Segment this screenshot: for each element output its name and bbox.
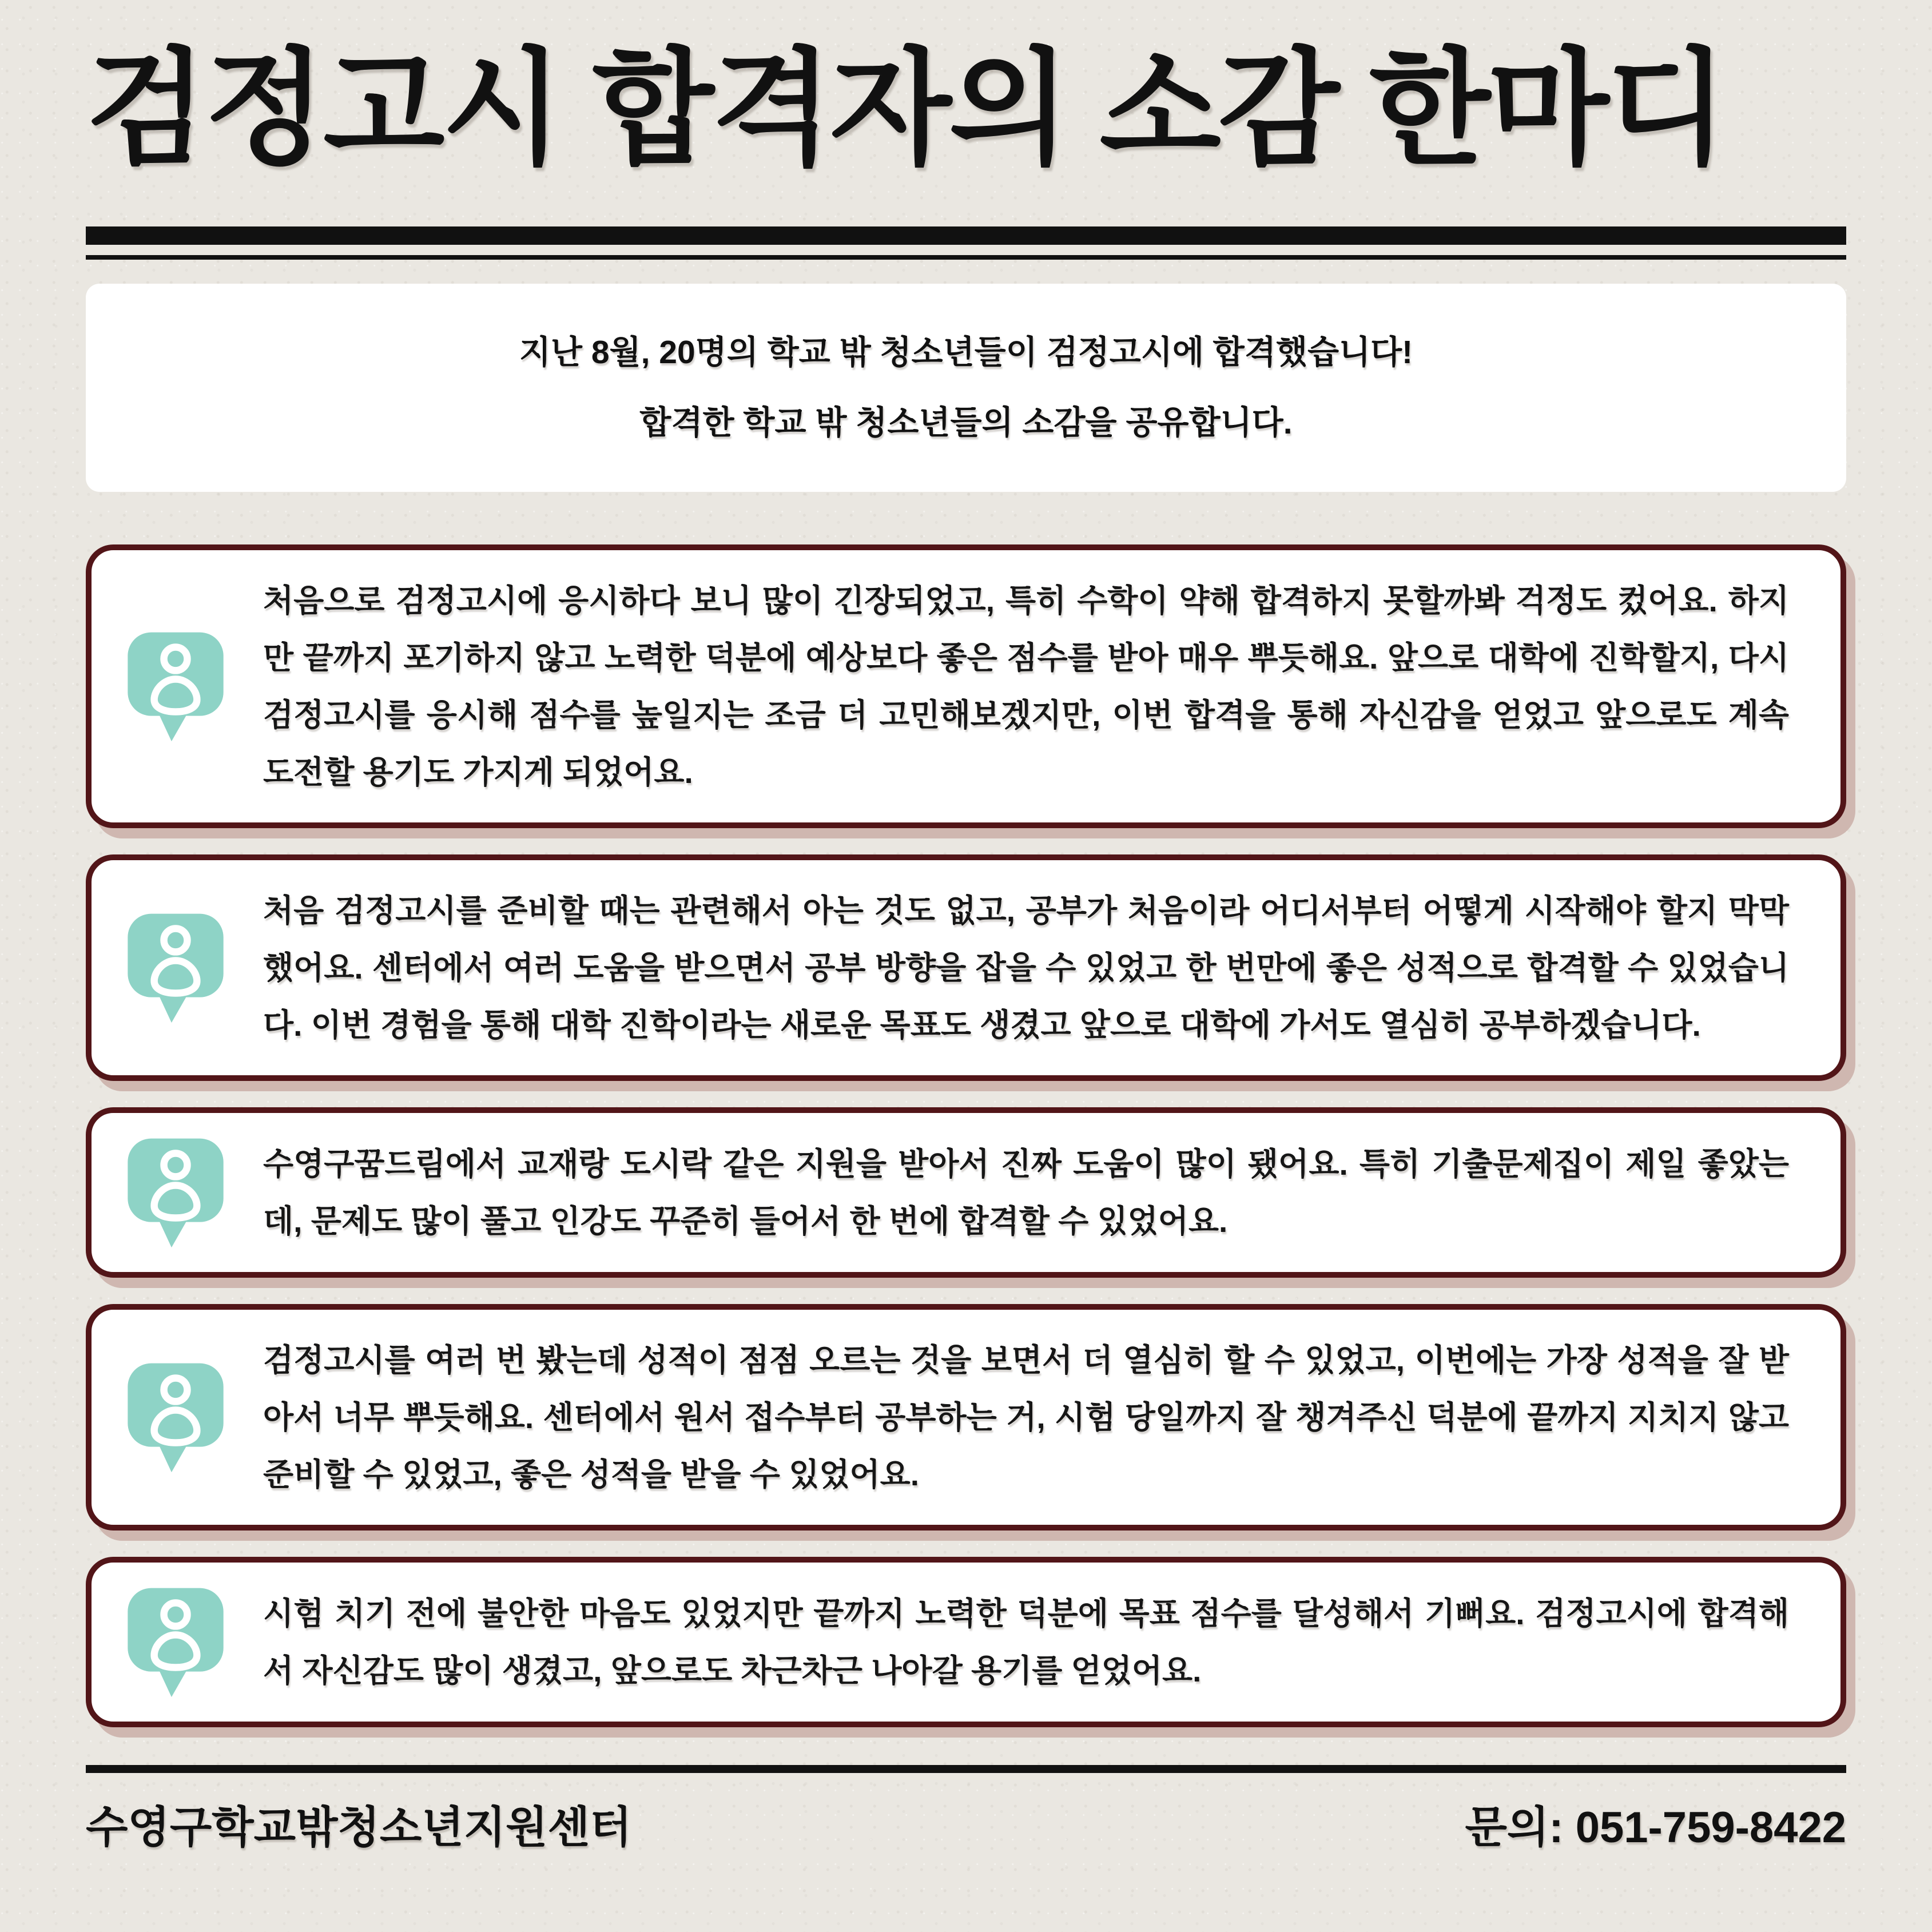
testimonial-text: 시험 치기 전에 불안한 마음도 있었지만 끝까지 노력한 덕분에 목표 점수를 달성해서 기뻐요. 검정고시에 합격해서 자신감도 많이 생겼고, 앞으로도 차근차근 나아갈 용기를 얻었어요. — [263, 1595, 1789, 1688]
intro-line-2: 합격한 학교 밖 청소년들의 소감을 공유합니다. — [639, 404, 1293, 441]
intro-box — [86, 284, 1846, 492]
testimonial-text: 수영구꿈드림에서 교재랑 도시락 같은 지원을 받아서 진짜 도움이 많이 됐어요. 특히 기출문제집이 제일 좋았는데, 문제도 많이 풀고 인강도 꾸준히 들어서 한 번에 합격할 수 있었어요. — [263, 1146, 1789, 1239]
person-speech-bubble-icon — [125, 1359, 226, 1475]
testimonial-card — [86, 1557, 1846, 1727]
footer-contact-phone: 문의: 051-759-8422 — [1465, 1803, 1846, 1852]
footer-org-name: 수영구학교밖청소년지원센터 — [86, 1803, 632, 1852]
footer-divider — [86, 1765, 1846, 1773]
title-divider-thin — [86, 255, 1846, 260]
testimonial-card — [86, 854, 1846, 1081]
page-title: 검정고시 합격자의 소감 한마디 — [86, 38, 1726, 179]
testimonial-text: 처음으로 검정고시에 응시하다 보니 많이 긴장되었고, 특히 수학이 약해 합격하지 못할까봐 걱정도 컸어요. 하지만 끝까지 포기하지 않고 노력한 덕분에 예상보다 좋은 점수를 받아 매우 뿌듯해요. 앞으로 대학에 진학할지, 다시 검정고시를 응시해 점수를 높일지는 조금 더 고민해보겠지만, 이번 합격을 통해 자신감을 얻었고 앞으로도 계속 도전할 용기도 가지게 되었어요. — [263, 582, 1789, 790]
testimonial-card — [86, 1107, 1846, 1278]
testimonial-card — [86, 1304, 1846, 1531]
testimonial-text: 처음 검정고시를 준비할 때는 관련해서 아는 것도 없고, 공부가 처음이라 어디서부터 어떻게 시작해야 할지 막막했어요. 센터에서 여러 도움을 받으면서 공부 방향을 잡을 수 있었고 한 번만에 좋은 성적으로 합격할 수 있었습니다. 이번 경험을 통해 대학 진학이라는 새로운 목표도 생겼고 앞으로 대학에 가서도 열심히 공부하겠습니다. — [263, 892, 1789, 1043]
testimonial-text: 검정고시를 여러 번 봤는데 성적이 점점 오르는 것을 보면서 더 열심히 할 수 있었고, 이번에는 가장 성적을 잘 받아서 너무 뿌듯해요. 센터에서 원서 접수부터 공부하는 거, 시험 당일까지 잘 챙겨주신 덕분에 끝까지 지치지 않고 준비할 수 있었고, 좋은 성적을 받을 수 있었어요. — [263, 1342, 1789, 1492]
person-speech-bubble-icon — [125, 1135, 226, 1250]
person-speech-bubble-icon — [125, 629, 226, 744]
intro-line-1: 지난 8월, 20명의 학교 밖 청소년들이 검정고시에 합격했습니다! — [519, 333, 1413, 371]
testimonial-list — [86, 544, 1846, 1727]
title-divider-thick — [86, 226, 1846, 245]
person-speech-bubble-icon — [125, 910, 226, 1025]
footer — [86, 1773, 1846, 1855]
testimonial-card — [86, 544, 1846, 828]
person-speech-bubble-icon — [125, 1584, 226, 1700]
